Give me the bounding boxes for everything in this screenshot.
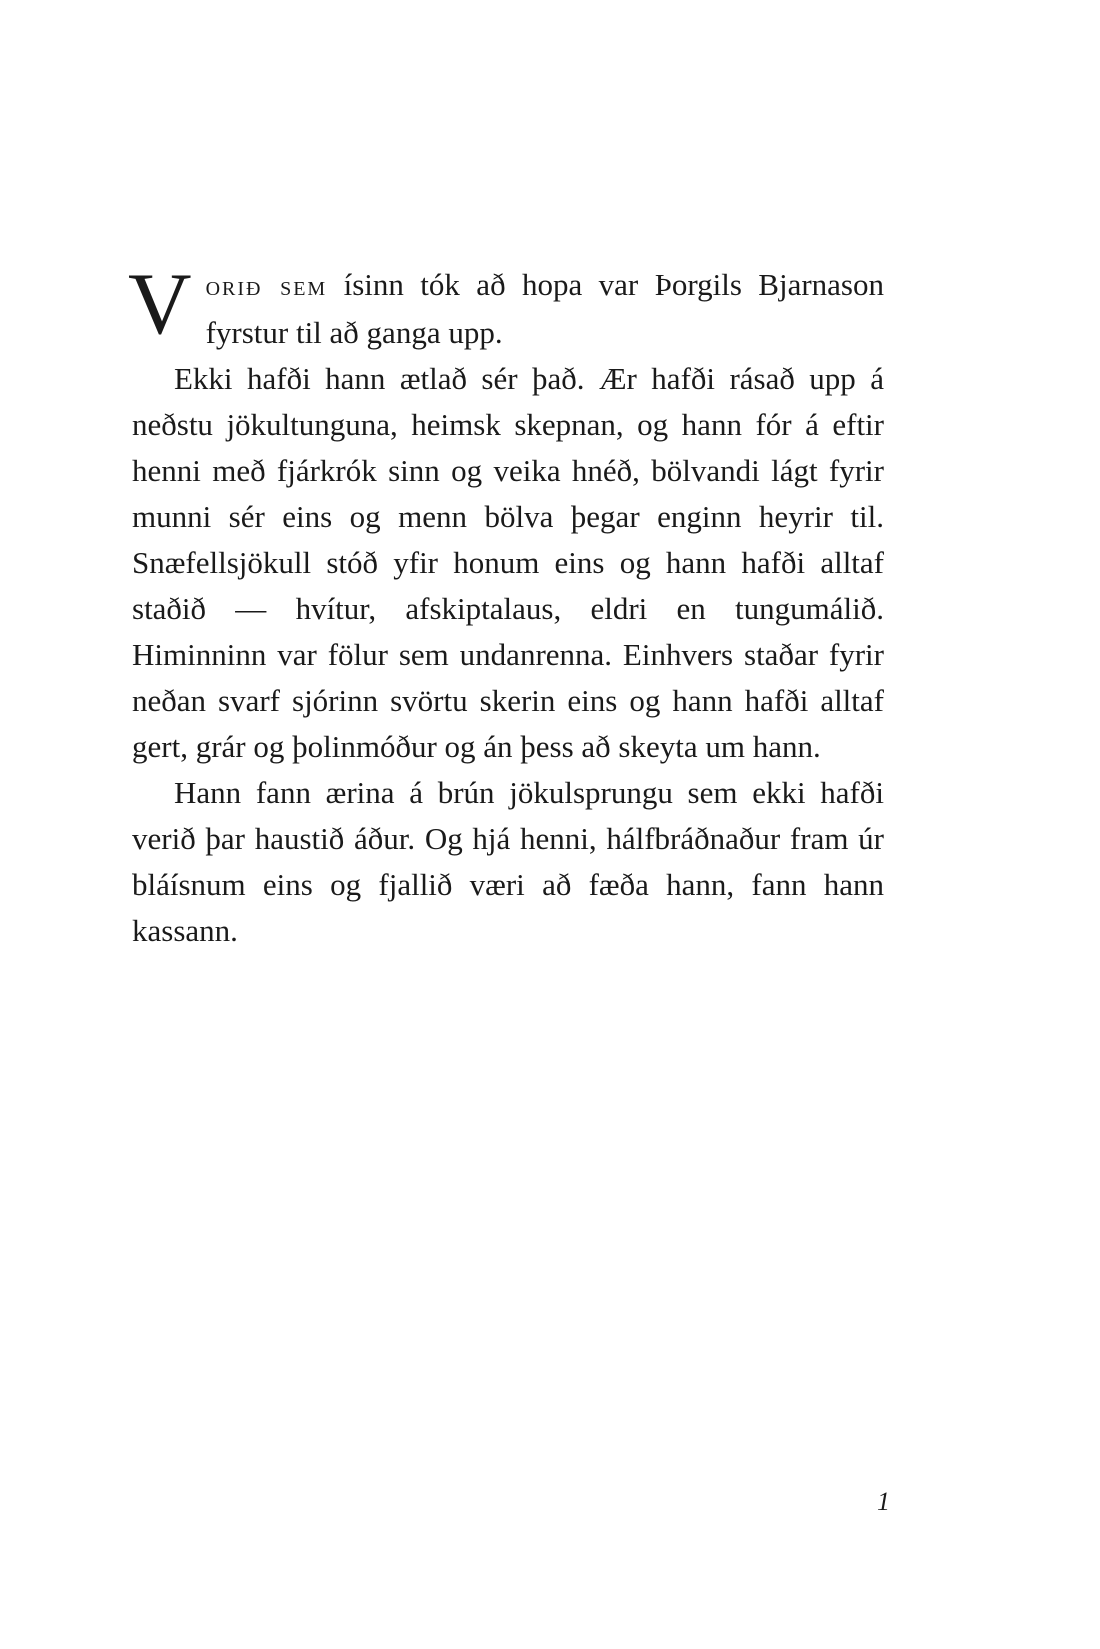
page-number: 1 — [877, 1487, 890, 1516]
opening-paragraph — [128, 256, 884, 356]
paragraph: Hann fann ærina á brún jökulsprungu sem ekki hafði verið þar haustið áður. Og hjá henni, hálfbráðnaður fram úr bláísnum eins og fjallið væri að fæða hann, fann hann kassann. — [132, 775, 884, 948]
chapter-text — [128, 256, 884, 954]
paragraph: Ekki hafði hann ætlað sér það. Ær hafði rásað upp á neðstu jökultunguna, heimsk skepnan, og hann fór á eftir henni með fjárkrók sinn og veika hnéð, bölvandi lágt fyrir munni sér eins og menn bölva þegar enginn heyrir til. Snæfellsjökull stóð yfir honum eins og hann hafði alltaf staðið — hvítur, afskiptalaus, eldri en tungumálið. Himinninn var fölur sem undanrenna. Einhvers staðar fyrir neðan svarf sjórinn svörtu skerin eins og hann hafði alltaf gert, grár og þolinmóður og án þess að skeyta um hann. — [132, 361, 884, 764]
opening-small-caps: orið sem — [205, 271, 328, 302]
opening-paragraph-text: ísinn tók að hopa var Þorgils Bjarnason fyrstur til að ganga upp. — [205, 267, 884, 350]
drop-cap: V — [128, 256, 192, 353]
